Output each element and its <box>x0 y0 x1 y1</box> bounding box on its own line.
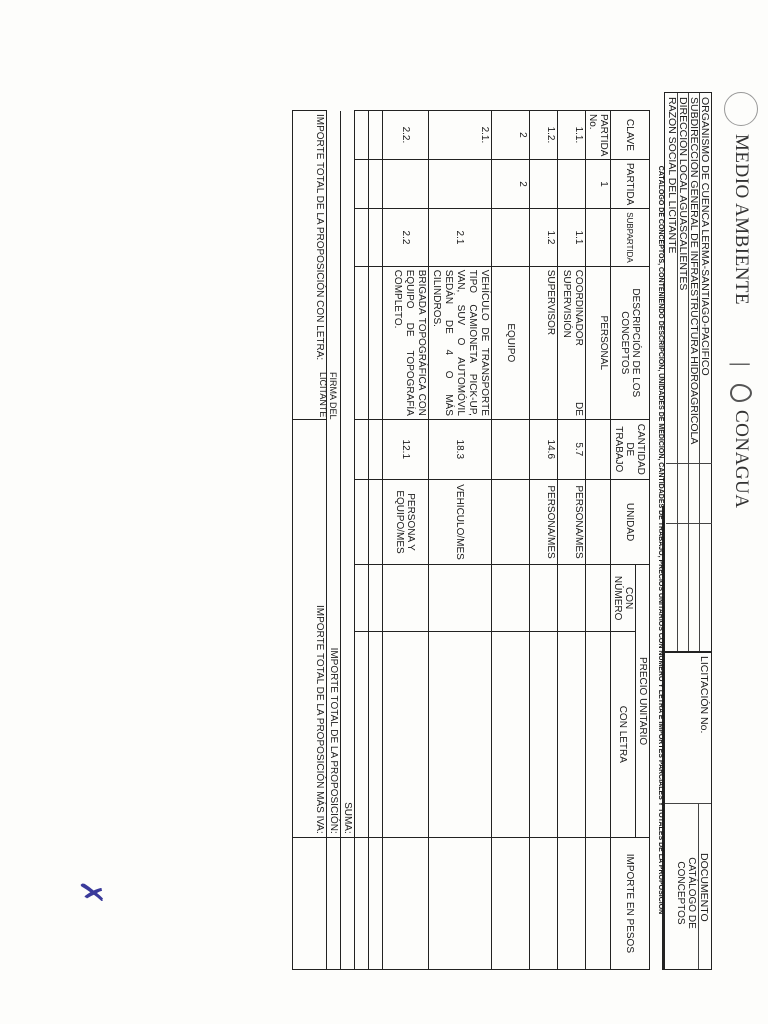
totals-iva-row <box>293 111 327 970</box>
row-descripcion: BRIGADA TOPOGRÁFICA CON EQUIPO DE TOPOGRAFÍA COMPLETO. <box>383 266 429 419</box>
row-cantidad: 5.7 <box>558 419 586 479</box>
row-subpartida: 1.1 <box>558 209 586 266</box>
col-partida: PARTIDA <box>611 159 650 208</box>
row-clave: 1.2. <box>530 111 558 160</box>
catalog-title: CATÁLOGO DE CONCEPTOS, CONTENIENDO DESCRIPCIÓN, UNIDADES DE MEDICIÓN, CANTIDADES DE TRABAJO, PRECIOS UNITARIOS CON NÚMERO Y LETRA E IMPORTES PARCIALES Y TOTALES DE LA PROPOSICIÓN <box>657 165 664 915</box>
row-unidad: PERSONA Y EQUIPO/MES <box>383 479 429 565</box>
col-cantidad: CANTIDAD DE TRABAJO <box>611 419 650 479</box>
row-partida <box>530 159 558 208</box>
row-descripcion: EQUIPO <box>492 266 530 419</box>
documento-name: CATÁLOGO DE CONCEPTOS <box>675 857 697 929</box>
conagua-drop-icon <box>730 384 752 402</box>
col-con-letra: CON LETRA <box>611 631 636 837</box>
licitacion-label: LICITACIÓN No. <box>698 656 710 734</box>
header-right-box <box>664 652 712 970</box>
header-logo-band <box>714 92 764 652</box>
row-descripcion: PERSONAL <box>586 266 611 419</box>
row-unidad: VEHICULO/MES <box>429 479 492 565</box>
header-left-box <box>664 92 712 652</box>
row-unidad <box>586 479 611 565</box>
row-unidad <box>492 479 530 565</box>
row-subpartida <box>586 209 611 266</box>
table-row <box>558 111 586 970</box>
firma-label: FIRMA DEL LICITANTE <box>318 372 338 420</box>
medio-ambiente-logo: MEDIO AMBIENTE <box>731 134 752 306</box>
logo-separator: | <box>729 362 754 367</box>
conagua-logo: CONAGUA <box>731 410 752 509</box>
col-precio-unitario: PRECIO UNITARIO <box>636 565 650 837</box>
importe-letra-label: IMPORTE TOTAL DE LA PROPOSICIÓN CON LETRA: <box>293 111 327 420</box>
row-unidad: PERSONA/MES <box>530 479 558 565</box>
suma-label: SUMA: <box>341 111 355 838</box>
importe-iva-label: IMPORTE TOTAL DE LA PROPOSICIÓN MÁS IVA: <box>293 419 327 837</box>
table-row <box>429 111 492 970</box>
row-subpartida: 1.2 <box>530 209 558 266</box>
col-importe: IMPORTE EN PESOS <box>611 837 650 969</box>
row-partida <box>429 159 492 208</box>
row-subpartida <box>492 209 530 266</box>
signature-mark: ✗ <box>73 880 108 906</box>
row-clave: 2.1. <box>429 111 492 160</box>
row-cantidad: 14.6 <box>530 419 558 479</box>
row-descripcion: COORDINADOR DE SUPERVISIÓN <box>558 266 586 419</box>
documento-label: DOCUMENTO <box>698 853 710 922</box>
totals-importe-row <box>327 111 341 970</box>
col-subpartida: SUBPARTIDA <box>611 209 650 266</box>
row-subpartida: 2.2 <box>383 209 429 266</box>
row-cantidad: 18.3 <box>429 419 492 479</box>
row-descripcion: VEHÍCULO DE TRANSPORTE TIPO CAMIONETA PICK-UP, VAN, SUV O AUTOMÓVIL SEDÁN DE 4 O MÁS CILINDROS. <box>429 266 492 419</box>
row-clave: 1.1. <box>558 111 586 160</box>
col-con-numero: CON NÚMERO <box>611 565 636 632</box>
table-row <box>492 111 530 970</box>
row-clave: 2.2. <box>383 111 429 160</box>
row-descripcion: SUPERVISOR <box>530 266 558 419</box>
table-row <box>586 111 611 970</box>
col-descripcion: DESCRIPCIÓN DE LOS CONCEPTOS <box>611 266 650 419</box>
table-header-row <box>636 111 650 970</box>
row-clave: PARTIDA No. <box>586 111 611 160</box>
org-line-2: SUBDIRECCIÓN GENERAL DE INFRAESTRUCTURA HIDROAGRÍCOLA <box>688 97 700 445</box>
col-clave: CLAVE <box>611 111 650 160</box>
org-line-3: DIRECCIÓN LOCAL AGUASCALIENTES <box>677 97 689 291</box>
table-row <box>383 111 429 970</box>
row-clave: 2 <box>492 111 530 160</box>
table-row <box>369 111 383 970</box>
row-cantidad <box>586 419 611 479</box>
catalog-table <box>292 110 650 970</box>
row-partida <box>558 159 586 208</box>
org-line-4: RAZÓN SOCIAL DEL LICITANTE <box>666 97 678 254</box>
row-cantidad: 12.1 <box>383 419 429 479</box>
row-partida: 1 <box>586 159 611 208</box>
col-unidad: UNIDAD <box>611 479 650 565</box>
row-partida: 2 <box>492 159 530 208</box>
table-row <box>530 111 558 970</box>
row-subpartida: 2.1 <box>429 209 492 266</box>
seal-icon <box>724 92 758 126</box>
row-cantidad <box>492 419 530 479</box>
org-line-1: ORGANISMO DE CUENCA LERMA-SANTIAGO-PACIFICO <box>699 97 711 376</box>
table-row <box>355 111 369 970</box>
row-unidad: PERSONA/MES <box>558 479 586 565</box>
totals-suma-row <box>341 111 355 970</box>
row-partida <box>383 159 429 208</box>
importe-total-label: IMPORTE TOTAL DE LA PROPOSICIÓN: <box>327 111 341 838</box>
